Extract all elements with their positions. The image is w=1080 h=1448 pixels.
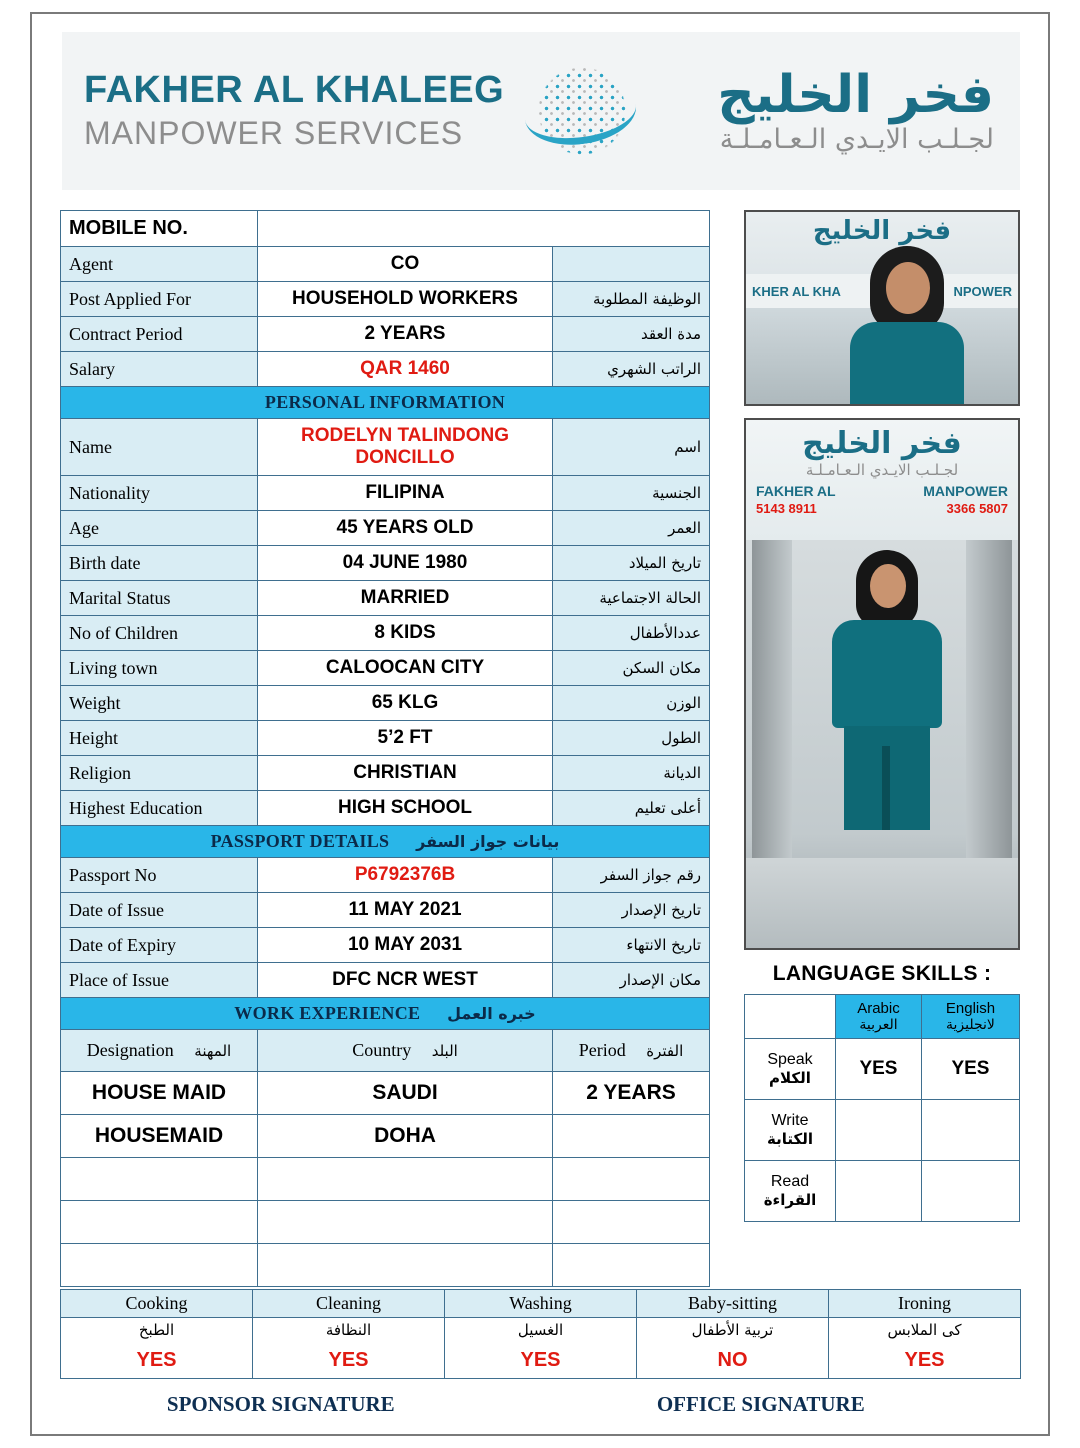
- brand-english-line1: FAKHER AL KHALEEG: [84, 69, 505, 112]
- date-expiry-label: Date of Expiry: [61, 928, 258, 963]
- language-row-speak: [745, 1039, 1020, 1100]
- skill-babysitting-label-ar: تربية الأطفال: [637, 1317, 828, 1342]
- brand-english-line2: MANPOWER SERVICES: [84, 115, 464, 152]
- post-applied-arabic: الوظيفة المطلوبة: [553, 282, 710, 317]
- we-period: [553, 1244, 710, 1287]
- table-row: [61, 893, 710, 928]
- skill-cooking-label-ar: الطبخ: [61, 1317, 252, 1342]
- table-row: [61, 928, 710, 963]
- we-country: DOHA: [258, 1115, 553, 1158]
- designation-header-ar: المهنة: [194, 1042, 232, 1060]
- signature-row: [60, 1392, 1020, 1417]
- place-issue-arabic: مكان الإصدار: [553, 963, 710, 998]
- nationality-value: FILIPINA: [258, 476, 553, 511]
- signboard-arabic-main: فخر الخليج: [802, 426, 962, 461]
- signboard-phone-left: 5143 8911: [756, 501, 817, 516]
- write-label-en: Write: [771, 1112, 809, 1129]
- read-english-value: [921, 1161, 1019, 1222]
- post-applied-value: HOUSEHOLD WORKERS: [258, 282, 553, 317]
- work-experience-row: [61, 1072, 710, 1115]
- birth-date-label: Birth date: [61, 546, 258, 581]
- skill-cleaning-label: Cleaning: [253, 1290, 444, 1317]
- language-table-corner: [745, 995, 836, 1039]
- education-label: Highest Education: [61, 791, 258, 826]
- birth-date-value: 04 JUNE 1980: [258, 546, 553, 581]
- we-designation: HOUSEMAID: [61, 1115, 258, 1158]
- marital-status-value: MARRIED: [258, 581, 553, 616]
- religion-arabic: الديانة: [553, 756, 710, 791]
- marital-status-label: Marital Status: [61, 581, 258, 616]
- english-column-ar: لانجليزية: [946, 1017, 995, 1033]
- section-header-passport: [61, 826, 710, 858]
- skill-cooking-label: Cooking: [61, 1290, 252, 1317]
- table-row: [61, 858, 710, 893]
- height-label: Height: [61, 721, 258, 756]
- floor: [746, 858, 1018, 948]
- table-row-mobile: [61, 211, 710, 247]
- read-label-ar: القراءة: [763, 1191, 817, 1209]
- language-skills-title: LANGUAGE SKILLS :: [772, 962, 992, 985]
- height-value: 5’2 FT: [258, 721, 553, 756]
- birth-date-arabic: تاريخ الميلاد: [553, 546, 710, 581]
- children-value: 8 KIDS: [258, 616, 553, 651]
- skill-babysitting: [636, 1289, 829, 1379]
- photo-bottom-scene: [746, 420, 1018, 948]
- date-expiry-value: 10 MAY 2031: [258, 928, 553, 963]
- skill-ironing: [828, 1289, 1021, 1379]
- we-country: [258, 1201, 553, 1244]
- agent-label: Agent: [61, 247, 258, 282]
- nationality-arabic: الجنسية: [553, 476, 710, 511]
- language-header-row: [745, 995, 1020, 1039]
- living-town-label: Living town: [61, 651, 258, 686]
- leg-separation: [882, 746, 890, 830]
- table-row: [61, 247, 710, 282]
- skill-babysitting-label: Baby-sitting: [637, 1290, 828, 1317]
- date-issue-label: Date of Issue: [61, 893, 258, 928]
- uniform-top: [850, 322, 964, 406]
- table-row: [61, 963, 710, 998]
- date-issue-value: 11 MAY 2021: [258, 893, 553, 928]
- brand-arabic-line2: لجـلـب الايـدي الـعـامـلـة: [719, 124, 994, 156]
- table-row: [61, 476, 710, 511]
- name-arabic: اسم: [553, 419, 710, 476]
- uniform-top: [832, 620, 942, 728]
- english-column-en: English: [945, 1000, 996, 1017]
- we-country: [258, 1158, 553, 1201]
- country-header-ar: البلد: [431, 1042, 458, 1060]
- we-designation: [61, 1244, 258, 1287]
- applicant-photo-headshot: [744, 210, 1020, 406]
- living-town-value: CALOOCAN CITY: [258, 651, 553, 686]
- signboard-english-left: FAKHER AL: [756, 483, 836, 499]
- we-period: 2 YEARS: [553, 1072, 710, 1115]
- work-experience-row: [61, 1201, 710, 1244]
- skill-washing: [444, 1289, 637, 1379]
- religion-value: CHRISTIAN: [258, 756, 553, 791]
- table-row: [61, 511, 710, 546]
- speak-label: [745, 1039, 836, 1100]
- table-row: [61, 686, 710, 721]
- we-country: [258, 1244, 553, 1287]
- we-designation: [61, 1158, 258, 1201]
- work-experience-title-ar: خبره العمل: [447, 1004, 536, 1023]
- table-row: [61, 352, 710, 387]
- language-column-arabic: [836, 995, 922, 1039]
- signboard-left-text-top: KHER AL KHA: [752, 283, 841, 299]
- speak-label-ar: الكلام: [769, 1069, 811, 1087]
- children-label: No of Children: [61, 616, 258, 651]
- skill-cooking-answer: YES: [61, 1342, 252, 1378]
- living-town-arabic: مكان السكن: [553, 651, 710, 686]
- marital-status-arabic: الحالة الاجتماعية: [553, 581, 710, 616]
- salary-arabic: الراتب الشهري: [553, 352, 710, 387]
- date-expiry-arabic: تاريخ الانتهاء: [553, 928, 710, 963]
- education-value: HIGH SCHOOL: [258, 791, 553, 826]
- skill-babysitting-answer: NO: [637, 1342, 828, 1378]
- weight-arabic: الوزن: [553, 686, 710, 721]
- name-value: RODELYN TALINDONG DONCILLO: [258, 419, 553, 476]
- religion-label: Religion: [61, 756, 258, 791]
- table-row: [61, 581, 710, 616]
- arabic-column-en: Arabic: [857, 1000, 900, 1017]
- write-english-value: [921, 1100, 1019, 1161]
- signboard-phone-row: [746, 499, 1018, 516]
- skill-cooking: [60, 1289, 253, 1379]
- skill-cleaning-label-ar: النظافة: [253, 1317, 444, 1342]
- table-row: [61, 721, 710, 756]
- salary-label: Salary: [61, 352, 258, 387]
- work-experience-header-row: [61, 1030, 710, 1072]
- personal-information-title: PERSONAL INFORMATION: [61, 387, 710, 419]
- work-experience-title-en: WORK EXPERIENCE: [234, 1003, 421, 1023]
- work-experience-row: [61, 1115, 710, 1158]
- office-signboard-bottom: [746, 420, 1018, 540]
- applicant-details-table: [60, 210, 710, 1287]
- speak-arabic-value: YES: [836, 1039, 922, 1100]
- language-row-write: [745, 1100, 1020, 1161]
- office-signature-label: OFFICE SIGNATURE: [656, 1392, 865, 1416]
- passport-no-label: Passport No: [61, 858, 258, 893]
- place-issue-label: Place of Issue: [61, 963, 258, 998]
- document-page: [30, 12, 1050, 1436]
- weight-label: Weight: [61, 686, 258, 721]
- date-issue-arabic: تاريخ الإصدار: [553, 893, 710, 928]
- speak-label-en: Speak: [767, 1051, 813, 1068]
- read-label: [745, 1161, 836, 1222]
- signboard-phone-right: 3366 5807: [946, 501, 1008, 516]
- period-header: [553, 1030, 710, 1072]
- signboard-right-text-top: NPOWER: [953, 283, 1012, 299]
- we-country: SAUDI: [258, 1072, 553, 1115]
- brand-arabic-line1: فخر الخليج: [717, 64, 994, 125]
- age-arabic: العمر: [553, 511, 710, 546]
- work-experience-title: [61, 998, 710, 1030]
- period-header-ar: الفترة: [646, 1042, 684, 1060]
- country-header: [258, 1030, 553, 1072]
- we-period: [553, 1201, 710, 1244]
- nationality-label: Nationality: [61, 476, 258, 511]
- passport-no-value: P6792376B: [258, 858, 553, 893]
- skill-cleaning-answer: YES: [253, 1342, 444, 1378]
- weight-value: 65 KLG: [258, 686, 553, 721]
- contract-period-arabic: مدة العقد: [553, 317, 710, 352]
- place-issue-value: DFC NCR WEST: [258, 963, 553, 998]
- applicant-photo-fullbody: [744, 418, 1020, 950]
- photo-top-scene: [746, 212, 1018, 404]
- signboard-arabic-sub: لجـلـب الايـدي الـعـامـلـة: [805, 461, 959, 479]
- passport-details-title: [61, 826, 710, 858]
- contract-period-value: 2 YEARS: [258, 317, 553, 352]
- name-label: Name: [61, 419, 258, 476]
- education-arabic: أعلى تعليم: [553, 791, 710, 826]
- language-column-english: [921, 995, 1019, 1039]
- we-period: [553, 1115, 710, 1158]
- we-designation: [61, 1201, 258, 1244]
- table-row: [61, 616, 710, 651]
- skill-ironing-answer: YES: [829, 1342, 1020, 1378]
- designation-header-en: Designation: [86, 1040, 174, 1060]
- mobile-label: MOBILE NO.: [61, 211, 258, 247]
- passport-no-arabic: رقم جواز السفر: [553, 858, 710, 893]
- period-header-en: Period: [578, 1040, 626, 1060]
- write-arabic-value: [836, 1100, 922, 1161]
- skill-washing-answer: YES: [445, 1342, 636, 1378]
- brand-arabic: [717, 64, 1020, 156]
- contract-period-label: Contract Period: [61, 317, 258, 352]
- arabic-column-ar: العربية: [859, 1017, 898, 1033]
- skill-washing-label: Washing: [445, 1290, 636, 1317]
- height-arabic: الطول: [553, 721, 710, 756]
- read-arabic-value: [836, 1161, 922, 1222]
- door-right: [966, 540, 1012, 858]
- table-row: [61, 756, 710, 791]
- table-row: [61, 651, 710, 686]
- agent-value: CO: [258, 247, 553, 282]
- skill-washing-label-ar: الغسيل: [445, 1317, 636, 1342]
- designation-header: [61, 1030, 258, 1072]
- work-experience-row: [61, 1158, 710, 1201]
- children-arabic: عددالأطفال: [553, 616, 710, 651]
- table-row: [61, 546, 710, 581]
- post-applied-label: Post Applied For: [61, 282, 258, 317]
- speak-english-value: YES: [921, 1039, 1019, 1100]
- mobile-value: [258, 211, 710, 247]
- household-skills-strip: [60, 1289, 1020, 1379]
- language-row-read: [745, 1161, 1020, 1222]
- signboard-english-right: MANPOWER: [923, 483, 1008, 499]
- work-experience-row: [61, 1244, 710, 1287]
- face: [870, 564, 906, 608]
- language-skills-table: [744, 994, 1020, 1222]
- write-label: [745, 1100, 836, 1161]
- we-designation: HOUSE MAID: [61, 1072, 258, 1115]
- agent-arabic: [553, 247, 710, 282]
- door-left: [752, 540, 792, 858]
- signboard-english-row: [746, 479, 1018, 499]
- section-header-personal: [61, 387, 710, 419]
- sponsor-signature-label: SPONSOR SIGNATURE: [166, 1392, 395, 1416]
- applicant-figure-fullbody: [810, 550, 960, 830]
- skill-ironing-label: Ironing: [829, 1290, 1020, 1317]
- we-period: [553, 1158, 710, 1201]
- section-header-work-experience: [61, 998, 710, 1030]
- read-label-en: Read: [770, 1173, 810, 1190]
- passport-details-title-ar: بيانات جواز السفر: [416, 832, 560, 851]
- table-row: [61, 282, 710, 317]
- skill-cleaning: [252, 1289, 445, 1379]
- letterhead: [62, 32, 1020, 190]
- age-label: Age: [61, 511, 258, 546]
- applicant-figure-top: [842, 238, 972, 406]
- salary-value: QAR 1460: [258, 352, 553, 387]
- signboard-arabic-top: فخر الخليج: [812, 216, 952, 246]
- age-value: 45 YEARS OLD: [258, 511, 553, 546]
- skill-ironing-label-ar: كى الملابس: [829, 1317, 1020, 1342]
- face: [886, 262, 930, 314]
- company-logo-icon: [522, 51, 642, 171]
- write-label-ar: الكتابة: [767, 1130, 813, 1148]
- passport-details-title-en: PASSPORT DETAILS: [210, 831, 390, 851]
- brand-english: [62, 71, 504, 150]
- country-header-en: Country: [352, 1040, 412, 1060]
- table-row: [61, 419, 710, 476]
- table-row: [61, 791, 710, 826]
- table-row: [61, 317, 710, 352]
